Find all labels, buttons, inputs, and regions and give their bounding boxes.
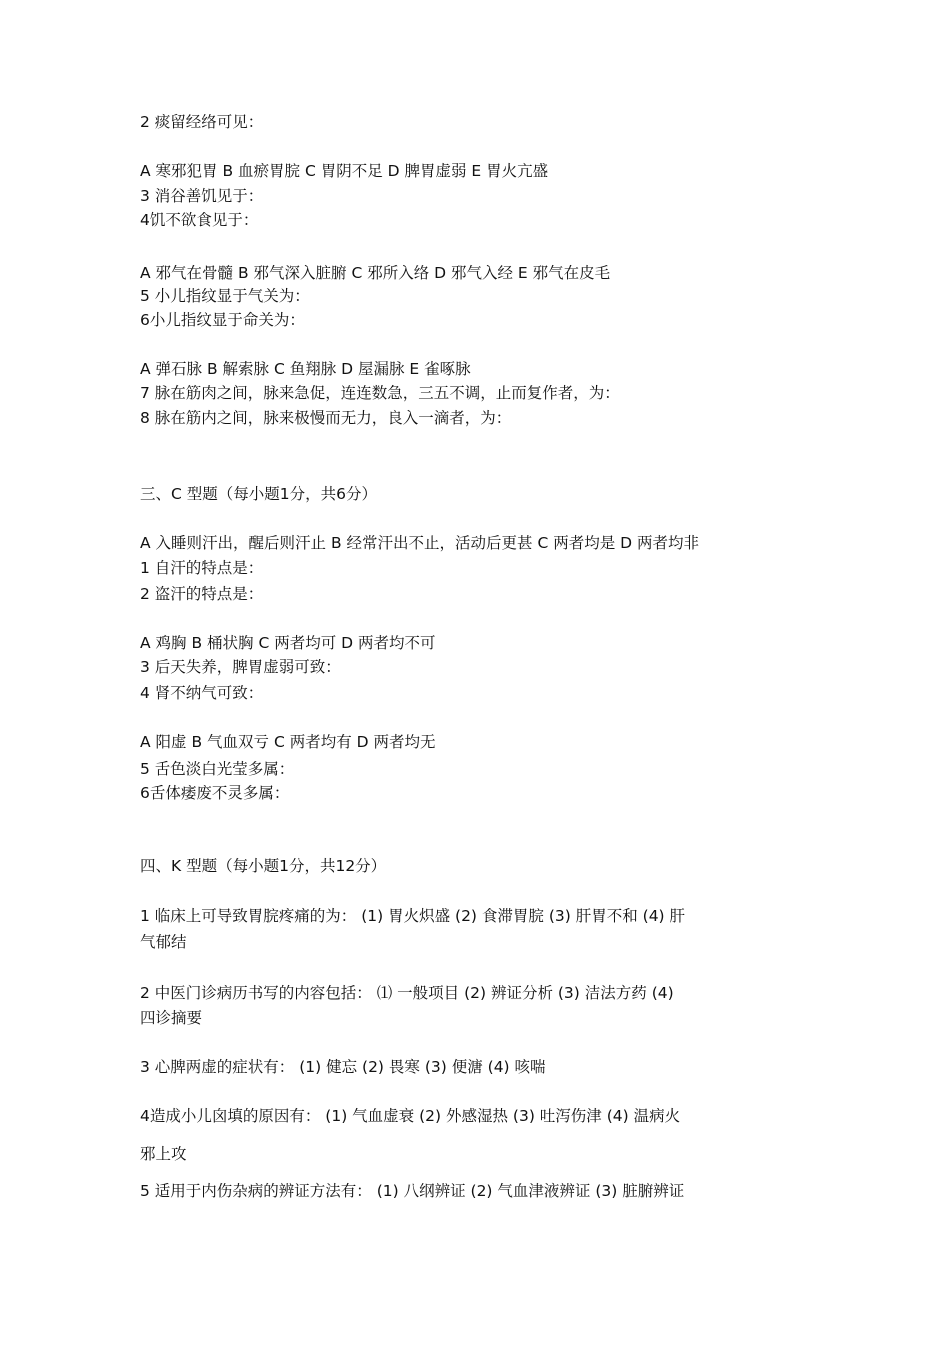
options-line: A 邪气在骨髓 B 邪气深入脏腑 C 邪所入络 D 邪气入经 E 邪气在皮毛 xyxy=(140,264,611,282)
options-line: A 阳虚 B 气血双亏 C 两者均有 D 两者均无 xyxy=(140,733,436,751)
options-line: A 鸡胸 B 桶状胸 C 两者均可 D 两者均不可 xyxy=(140,634,436,652)
k-question-1-continuation: 气郁结 xyxy=(140,933,187,951)
k-question-5-text: 5 适用于内伤杂病的辨证方法有： (1) 八纲辨证 (2) 气血津液辨证 (3) 脏腑辨证 xyxy=(140,1182,685,1200)
k-question-3-text: 3 心脾两虚的症状有： (1) 健忘 (2) 畏寒 (3) 便溏 (4) 咳喘 xyxy=(140,1058,546,1076)
question-3-text: 3 后天失养，脾胃虚弱可致： xyxy=(140,658,341,676)
question-4-text: 4 肾不纳气可致： xyxy=(140,684,264,702)
question-2-text: 2 痰留经络可见： xyxy=(140,113,264,131)
section-heading-c: 三、C 型题（每小题1分，共6分） xyxy=(140,485,377,503)
section-heading-k: 四、K 型题（每小题1分，共12分） xyxy=(140,857,387,875)
question-5-text: 5 小儿指纹显于气关为： xyxy=(140,287,310,305)
k-question-1-text: 1 临床上可导致胃脘疼痛的为： (1) 胃火炽盛 (2) 食滞胃脘 (3) 肝胃不和 (4) 肝 xyxy=(140,907,686,925)
k-question-4-text: 4造成小儿囟填的原因有： (1) 气血虚衰 (2) 外感湿热 (3) 吐泻伤津 (4) 温病火 xyxy=(140,1107,681,1125)
question-5-text: 5 舌色淡白光莹多属： xyxy=(140,760,295,778)
question-8-text: 8 脉在筋内之间，脉来极慢而无力，良入一滴者，为： xyxy=(140,409,512,427)
question-6-text: 6小儿指纹显于命关为： xyxy=(140,311,305,329)
options-line: A 入睡则汗出，醒后则汗止 B 经常汗出不止，活动后更甚 C 两者均是 D 两者均非 xyxy=(140,534,699,552)
options-line: A 寒邪犯胃 B 血瘀胃脘 C 胃阴不足 D 脾胃虚弱 E 胃火亢盛 xyxy=(140,162,549,180)
options-line: A 弹石脉 B 解索脉 C 鱼翔脉 D 屋漏脉 E 雀啄脉 xyxy=(140,360,471,378)
k-question-2-continuation: 四诊摘要 xyxy=(140,1009,203,1027)
question-4-text: 4饥不欲食见于： xyxy=(140,211,259,229)
question-3-text: 3 消谷善饥见于： xyxy=(140,187,264,205)
question-7-text: 7 脉在筋肉之间，脉来急促，连连数急，三五不调，止而复作者，为： xyxy=(140,384,620,402)
k-question-4-continuation: 邪上攻 xyxy=(140,1145,187,1163)
question-2-text: 2 盗汗的特点是： xyxy=(140,585,264,603)
question-6-text: 6舌体痿废不灵多属： xyxy=(140,784,290,802)
k-question-2-text: 2 中医门诊病历书写的内容包括： ⑴ 一般项目 (2) 辨证分析 (3) 洁法方药 (4) xyxy=(140,984,674,1002)
question-1-text: 1 自汗的特点是： xyxy=(140,559,264,577)
